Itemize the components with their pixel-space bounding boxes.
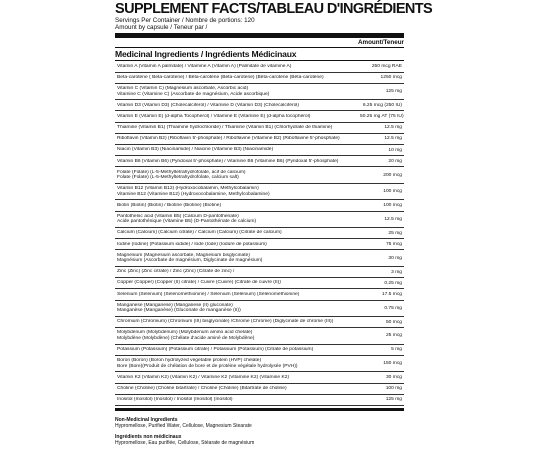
ingredient-amount: 250 mcg RAE: [371, 64, 402, 69]
ingredient-row: [115, 73, 404, 84]
ingredient-name-line: Selenium (Selenium) (Selenomethionine) / Sélénium (Sélénium) (Sélénométhionine): [117, 291, 300, 297]
ingredient-name-line: Magnésium (Ascorbate de magnésium, Diglycinate de magnésium): [117, 258, 263, 264]
ingredient-amount: 25 mg: [388, 230, 402, 236]
ingredient-amount: 1250 mcg: [380, 75, 402, 81]
ingredient-row: [115, 239, 404, 250]
ingredient-row: [115, 372, 404, 383]
panel-title: SUPPLEMENT FACTS/TABLEAU D'INGRÉDIENTS: [115, 1, 433, 17]
ingredient-amount: 17.5 mcg: [381, 291, 402, 297]
ingredient-amount: 200 mcg: [383, 172, 402, 178]
ingredient-name: [115, 230, 360, 236]
ingredient-name-line: Vitamin B12 (Vitamin B12) (Hydroxocobalamin, Methylcobalamin): [117, 186, 259, 192]
medicinal-section-title: Medicinal Ingredients / Ingrédients Médicinaux: [115, 47, 404, 60]
ingredient-amount: 50.25 mg AT (75 IU): [360, 114, 404, 120]
ingredient-name: [115, 347, 360, 353]
ingredient-row: [115, 61, 404, 72]
ingredient-amount: 3 mg: [391, 269, 402, 275]
ingredient-name-line: Beta-carotene ( Beta-carotene) / Bêta-carotène (Beta-carotene) (Bêta-carotène (Bêta-carotène): [117, 74, 324, 80]
non-medicinal-title: Non-Medicinal Ingredients: [115, 416, 178, 423]
section-divider: [115, 408, 404, 411]
ingredient-name: [115, 114, 360, 120]
ingredient-amount: 20 mg: [388, 158, 402, 164]
ingredient-name-line: Zinc (Zinc) (Zinc citrate) / Zinc (Zinc) (Citrate de zinc) /: [117, 269, 235, 275]
ingredient-name: [115, 292, 360, 298]
ingredient-name-line: Vitamin D3 (Vitamin D3) (Cholecalciferol) / Vitamine D (Vitamin D3) (Cholécalciférol): [117, 102, 300, 108]
non-medicinal-text: Hypromellose, Purified Water, Cellulose, Magnesium Stearate: [115, 422, 252, 429]
ingredient-amount: 50 mcg: [385, 319, 402, 325]
ingredient-amount: 100 mg: [385, 386, 402, 392]
ingredient-amount: 25 mcg: [385, 333, 402, 339]
ingredient-amount: 100 mcg: [383, 189, 402, 195]
amount-by-capsule: Amount by capsule / Teneur par /: [115, 24, 208, 32]
ingredient-name: [115, 214, 360, 225]
ingredient-name-line: Potassium (Potassium) (Potassium citrate) / Potassium (Potassium) (Citrate de potassium): [117, 347, 314, 353]
ingredient-row: [115, 228, 404, 239]
ingredient-amount: 125 mg: [385, 397, 402, 403]
ingredient-amount: 12.5 mg: [384, 216, 402, 222]
ingredient-name-line: Boron (Boron) (Boron hydrolyzed vegetable protein (HVP) chelate): [117, 358, 262, 364]
ingredient-name: [115, 170, 360, 181]
ingredient-amount: 10 mg: [388, 147, 402, 153]
ingredient-row: [115, 250, 404, 267]
ingredient-name: [115, 64, 360, 70]
ingredient-name-line: Thiamine (Vitamin B1) (Thiamine hydrochloride) / Thiamine (Vitamin B1) (Chlorhydrate de thiamine): [117, 124, 333, 130]
ingredient-name: [115, 280, 360, 286]
ingredient-name-line: Chromium (Chromium) (Chromium (III) bisglycinate) /Chrome (Chrome) (Diglycinate de chrome (III)): [117, 319, 334, 325]
ingredient-name: [115, 125, 360, 131]
ingredient-name: [115, 203, 360, 209]
ingredient-row: [115, 123, 404, 134]
ingredient-amount: 100 mcg: [383, 203, 402, 208]
ingredient-name-line: Iodine (Iodine) (Potassium iodide) / Iode (Iode) (Iodure de potassium): [117, 241, 267, 247]
ingredient-name: [115, 269, 360, 275]
ingredient-name-line: Inositol (Inositol) (Inositol) / Inositol (Inositol) (Inositol): [117, 397, 233, 403]
ingredient-name-line: Vitamin E (Vitamin E) (d-alpha Tocopherol) / Vitamine E (Vitamine E) (d-alpha tocophérol): [117, 113, 311, 119]
ingredient-name: [115, 147, 360, 153]
ingredient-name: [115, 303, 360, 314]
ingredient-amount: 6.25 mcg (250 IU): [362, 102, 402, 108]
ingredient-row: [115, 267, 404, 278]
ingredient-name-line: Molybdène (Molybdène) (Chélate d'acide aminé de Molybdène): [117, 335, 255, 341]
ingredient-row: [115, 212, 404, 229]
amount-header: Amount/Teneur: [357, 39, 404, 47]
ingredient-name-line: Vitamin C (Vitamin C) (Magnesium ascorbate, Ascorbic acid): [117, 85, 249, 91]
ingredient-name-line: Manganese (Manganese) (Manganese (II) gluconate): [117, 302, 233, 308]
ingredient-amount: 150 mcg: [383, 361, 402, 367]
ingredient-name: [115, 242, 360, 248]
ingredient-name: [115, 375, 360, 381]
ingredient-name-line: Calcium (Calcium) (Calcium citrate) / Calcium (Calcium) (Citrate de calcium): [117, 230, 282, 236]
ingredient-name: [115, 136, 360, 142]
ingredient-row: [115, 84, 404, 101]
ingredient-name: [115, 397, 360, 403]
ingredient-table: [115, 60, 404, 406]
ingredient-name-line: Choline (Choline) (Choline bitartrate) / Choline (Choline) (Bitartrate de choline): [117, 385, 287, 391]
ingredient-name-line: Vitamin K2 (Vitamin K2) (Vitamin K2) / Vitamine K2 (Vitamine K2) (Vitamine K2): [117, 374, 290, 380]
ingredient-name-line: Vitamine C (Vitamine C) (Ascorbate de magnésium, Acide ascorbique): [117, 91, 270, 97]
ingredient-name-line: Niacin (Vitamin B3) (Niacinamide) / Niacine (Vitamine B3) (Niacinamide): [117, 147, 274, 153]
ingredient-amount: 0.25 mg: [384, 280, 402, 286]
ingredient-name: [115, 86, 360, 97]
ingredient-name-line: Manganèse (Manganèse) (Gluconate de manganèse (II)): [117, 308, 241, 314]
supplement-facts-panel: [115, 0, 433, 455]
ingredient-name: [115, 386, 360, 392]
ingredient-amount: 0.75 mg: [384, 305, 402, 311]
ingredient-name-line: Folate (Folate) (L-5-Methyltetrahydrofolate, calcium salt): [117, 175, 239, 181]
ingredient-amount: 30 mcg: [385, 375, 402, 380]
ingredient-row: [115, 111, 404, 122]
ingredient-row: [115, 395, 404, 406]
ingredient-row: [115, 278, 404, 289]
ingredient-name: [115, 103, 360, 109]
ingredient-name: [115, 358, 360, 369]
ingredient-name-line: Vitamin A (Vitamin A palmitate) / Vitamine A (Vitamin A) (Palmitate de vitamine A): [117, 63, 292, 69]
ingredient-name-line: Biotin (Biotin) (Biotin) / Biotine (Biotine) (Biotine): [117, 202, 222, 208]
amount-header-bar: [115, 33, 404, 47]
ingredient-amount: 12.5 mg: [384, 125, 402, 131]
ingredient-row: [115, 384, 404, 395]
ingredient-name-line: Folate (Folate) (L-5-Methyltetrahydrofolate, acif de calcium): [117, 169, 246, 175]
servings-per-container: Servings Per Container / Nombre de portions: 120: [115, 17, 255, 24]
non-medicinaux-text: Hypromellose, Eau purifiée, Cellulose, Stéarate de magnésium: [115, 439, 255, 446]
ingredient-name: [115, 159, 360, 165]
ingredient-row: [115, 317, 404, 328]
ingredient-row: [115, 200, 404, 211]
ingredient-row: [115, 145, 404, 156]
ingredient-name-line: Riboflavin (Vitamin B2) (Riboflavin 5'-phosphate) / Riboflavine (Vitamine B2) (Riboflavine 5'-phosphate): [117, 136, 340, 142]
ingredient-name: [115, 330, 360, 341]
ingredient-row: [115, 184, 404, 201]
ingredient-amount: 125 mg: [385, 89, 402, 95]
ingredient-row: [115, 100, 404, 111]
ingredient-row: [115, 156, 404, 167]
non-medicinaux-title: Ingrédients non médicinaux: [115, 433, 182, 440]
ingredient-row: [115, 301, 404, 318]
ingredient-row: [115, 167, 404, 184]
ingredient-name-line: Copper (Copper) (Copper (II) citrate) / Cuivre (Cuivre) (Citrate de cuivre (II)): [117, 280, 281, 286]
ingredient-name-line: Vitamin B6 (Vitamin B6) (Pyridoxal 5'-phosphate) / Vitamine B6 (Vitamine B6) (Pyridoxal 5'-phosphate): [117, 158, 339, 164]
ingredient-row: [115, 345, 404, 356]
ingredient-name-line: Acide pantothénique (Vitamine B5) (D-Pantothénate de calcium): [117, 219, 257, 225]
ingredient-row: [115, 328, 404, 345]
ingredient-name: [115, 319, 360, 325]
ingredient-amount: 12.5 mg: [384, 136, 402, 142]
ingredient-name-line: Pantothenic acid (Vitamin B5) (Calcium D-pantothenate): [117, 213, 239, 219]
ingredient-name: [115, 253, 360, 264]
ingredient-name-line: Molybdenum (Molybdenum) (Molybdenum amino acid chelate): [117, 330, 253, 336]
ingredient-name-line: Magnesium (Magnesium ascorbate, Magnesium bisglycinate): [117, 252, 250, 258]
ingredient-row: [115, 356, 404, 373]
ingredient-amount: 30 mg: [388, 255, 402, 261]
ingredient-name: [115, 75, 360, 81]
ingredient-amount: 5 mg: [391, 347, 402, 353]
ingredient-name-line: Vitamine B12 (Vitamine B12) (Hydroxocobalamine, Methylcobalamine): [117, 191, 270, 197]
ingredient-row: [115, 289, 404, 300]
ingredient-name: [115, 186, 360, 197]
ingredient-amount: 75 mcg: [385, 241, 402, 247]
ingredient-row: [115, 134, 404, 145]
ingredient-name-line: Bore (Bore)(Produit de chélation de bore et de protéine végétale hydrolysée (PVH)): [117, 363, 298, 369]
